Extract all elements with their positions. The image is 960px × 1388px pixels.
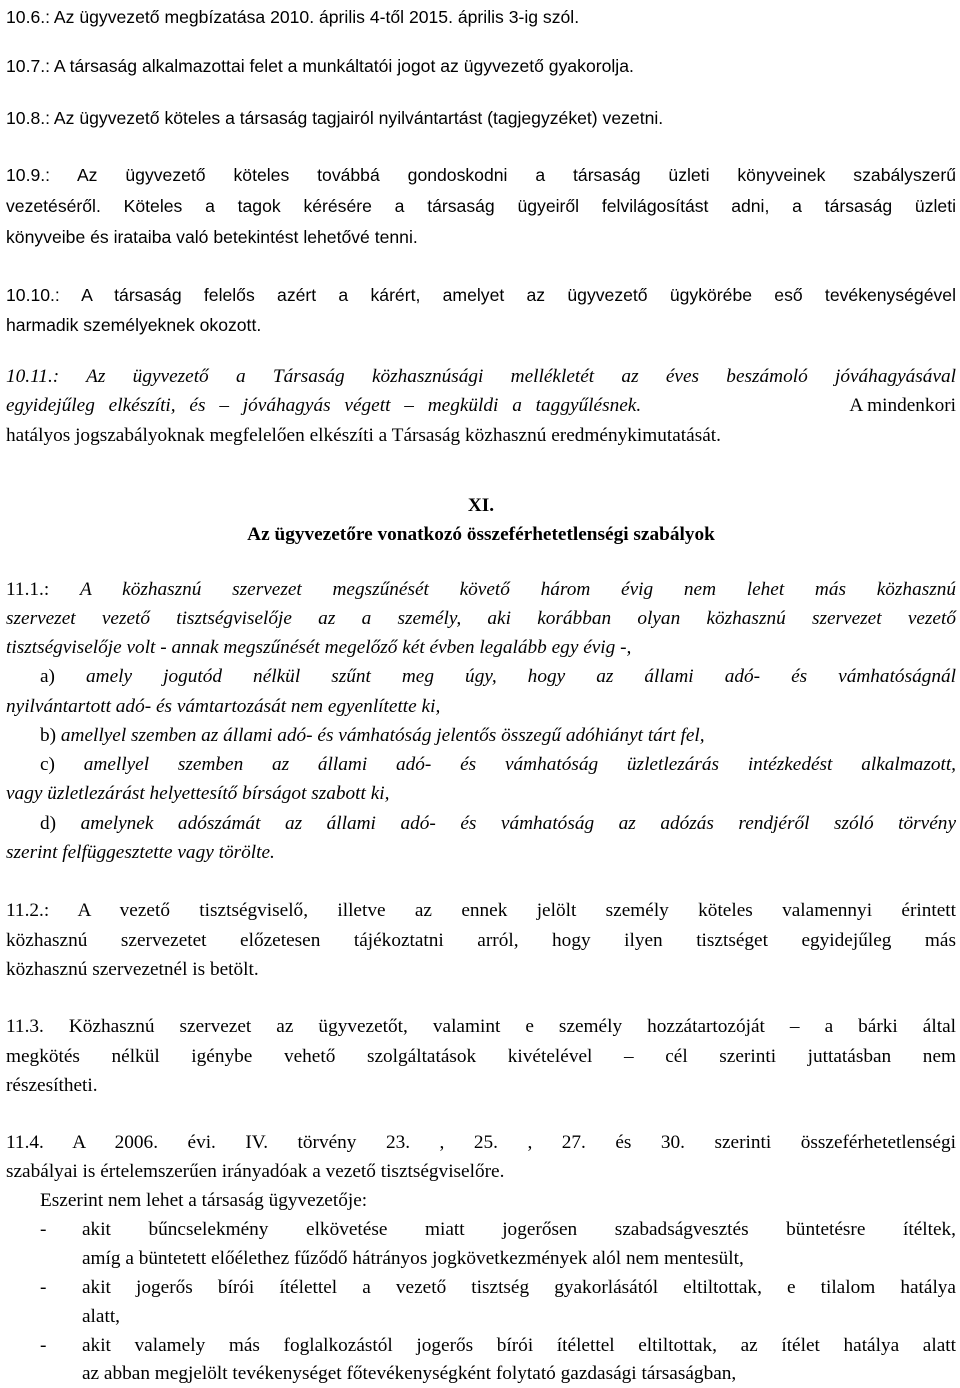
- list-item-b-line-1: [40, 721, 705, 750]
- list-item-d-text: amelynek adószámát az állami adó- és vámhatóság az adózás rendjéről szóló törvény: [80, 813, 956, 834]
- list-item-c-line-1: [40, 750, 956, 779]
- paragraph-10-9-line-2: vezetéséről. Köteles a tagok kérésére a társaság ügyeiről felvilágosítást adni, a társaság üzleti: [6, 196, 956, 216]
- paragraph-10-9-line-3: könyveibe és irataiba való betekintést lehetővé tenni.: [6, 227, 418, 247]
- paragraph-11-4-line-1: 11.4. A 2006. évi. IV. törvény 23. , 25. , 27. és 30. szerinti összeférhetetlenségi: [6, 1132, 956, 1153]
- list-item-a-line-1: [40, 662, 956, 691]
- section-number: XI.: [467, 495, 495, 516]
- paragraph-10-10-line-2: harmadik személyeknek okozott.: [6, 315, 262, 335]
- list-item-b-marker: b): [40, 725, 57, 746]
- paragraph-11-1-line-1: [6, 575, 956, 604]
- paragraph-10-11-line-2: [6, 391, 956, 420]
- dash-item-3-text-2: az abban megjelölt tevékenységet főtevékenységként folytató gazdasági társaságban,: [82, 1363, 737, 1384]
- paragraph-10-11-line-2-italic: egyidejűleg elkészíti, és – jóváhagyás végett – megküldi a taggyűlésnek.: [6, 395, 642, 416]
- paragraph-11-3-line-1: 11.3. Közhasznú szervezet az ügyvezetőt, valamint e személy hozzátartozóját – a bárki által: [6, 1016, 956, 1037]
- dash-item-2-text-1: akit jogerős bírói ítélettel a vezető tisztség gyakorlásától eltiltottak, e tilalom hatálya: [82, 1277, 956, 1298]
- paragraph-10-7: 10.7.: A társaság alkalmazottai felet a munkáltatói jogot az ügyvezető gyakorolja.: [6, 56, 634, 76]
- paragraph-10-8: 10.8.: Az ügyvezető köteles a társaság tagjairól nyilvántartást (tagjegyzéket) vezetni.: [6, 108, 664, 128]
- paragraph-11-1-prefix: 11.1.:: [6, 579, 50, 600]
- paragraph-11-2-line-3: közhasznú szervezetnél is betölt.: [6, 959, 259, 980]
- dash-item-1-text-1: akit bűncselekmény elkövetése miatt jogerősen szabadságvesztés büntetésre ítéltek,: [82, 1219, 956, 1240]
- list-item-d-line-2: szerint felfüggesztette vagy törölte.: [6, 842, 275, 863]
- dash-marker: -: [40, 1219, 47, 1240]
- list-item-a-line-2: nyilvántartott adó- és vámtartozását nem egyenlítette ki,: [6, 696, 441, 717]
- section-title: Az ügyvezetőre vonatkozó összeférhetetlenségi szabályok: [247, 524, 715, 545]
- paragraph-10-10-line-1: 10.10.: A társaság felelős azért a kárért, amelyet az ügyvezető ügykörébe eső tevékenységével: [6, 285, 956, 305]
- paragraph-11-3-line-2: megkötés nélkül igénybe vehető szolgáltatások kivételével – cél szerinti juttatásban nem: [6, 1046, 956, 1067]
- list-item-c-line-2: vagy üzletlezárást helyettesítő bírságot szabott ki,: [6, 783, 390, 804]
- dash-item-3-text-1: akit valamely más foglalkozástól jogerős bírói ítélettel eltiltottak, az ítélet hatálya alatt: [82, 1335, 956, 1356]
- list-item-c-text: amellyel szemben az állami adó- és vámhatóság üzletlezárás intézkedést alkalmazott,: [83, 754, 956, 775]
- dash-item-1-text-2: amíg a büntetett előélethez fűződő hátrányos jogkövetkezmények alól nem mentesült,: [82, 1248, 744, 1269]
- paragraph-10-9-line-1: 10.9.: Az ügyvezető köteles továbbá gondoskodni a társaság üzleti könyveinek szabályszerű: [6, 165, 956, 185]
- paragraph-10-6: 10.6.: Az ügyvezető megbízatása 2010. április 4-től 2015. április 3-ig szól.: [6, 7, 580, 27]
- paragraph-10-11-line-3: hatályos jogszabályoknak megfelelően elkészíti a Társaság közhasznú eredménykimutatását.: [6, 425, 721, 446]
- paragraph-11-1-line-1-text: A közhasznú szervezet megszűnését követő három évig nem lehet más közhasznú: [79, 579, 957, 600]
- paragraph-11-2-line-2: közhasznú szervezetet előzetesen tájékoztatni arról, hogy ilyen tisztséget egyidejűleg más: [6, 930, 956, 951]
- list-item-d-marker: d): [40, 813, 57, 834]
- paragraph-11-1-line-2: szervezet vezető tisztségviselője az a személy, aki korábban olyan közhasznú szervezet vezető: [6, 608, 956, 629]
- list-item-c-marker: c): [40, 754, 55, 775]
- paragraph-11-1-line-3: tisztségviselője volt - annak megszűnését megelőző két évben legalább egy évig -,: [6, 637, 632, 658]
- dash-marker: -: [40, 1277, 47, 1298]
- paragraph-11-4-line-2: szabályai is értelemszerűen irányadóak a vezető tisztségviselőre.: [6, 1161, 505, 1182]
- list-item-a-marker: a): [40, 666, 55, 687]
- dash-marker: -: [40, 1335, 47, 1356]
- list-item-b-text: amellyel szemben az állami adó- és vámhatóság jelentős összegű adóhiányt tárt fel,: [60, 725, 705, 746]
- list-item-a-text: amely jogutód nélkül szűnt meg úgy, hogy az állami adó- és vámhatóságnál: [86, 666, 956, 687]
- paragraph-10-11-line-1: 10.11.: Az ügyvezető a Társaság közhasznúsági mellékletét az éves beszámoló jóváhagyásával: [6, 366, 956, 387]
- list-item-d-line-1: [40, 809, 956, 838]
- dash-item-2-text-2: alatt,: [82, 1306, 121, 1327]
- paragraph-11-4-intro: Eszerint nem lehet a társaság ügyvezetője:: [40, 1190, 368, 1211]
- paragraph-10-11-line-2-roman: A mindenkori: [849, 395, 956, 416]
- paragraph-11-3-line-3: részesítheti.: [6, 1075, 98, 1096]
- paragraph-11-2-line-1: 11.2.: A vezető tisztségviselő, illetve az ennek jelölt személy köteles valamennyi érintett: [6, 900, 956, 921]
